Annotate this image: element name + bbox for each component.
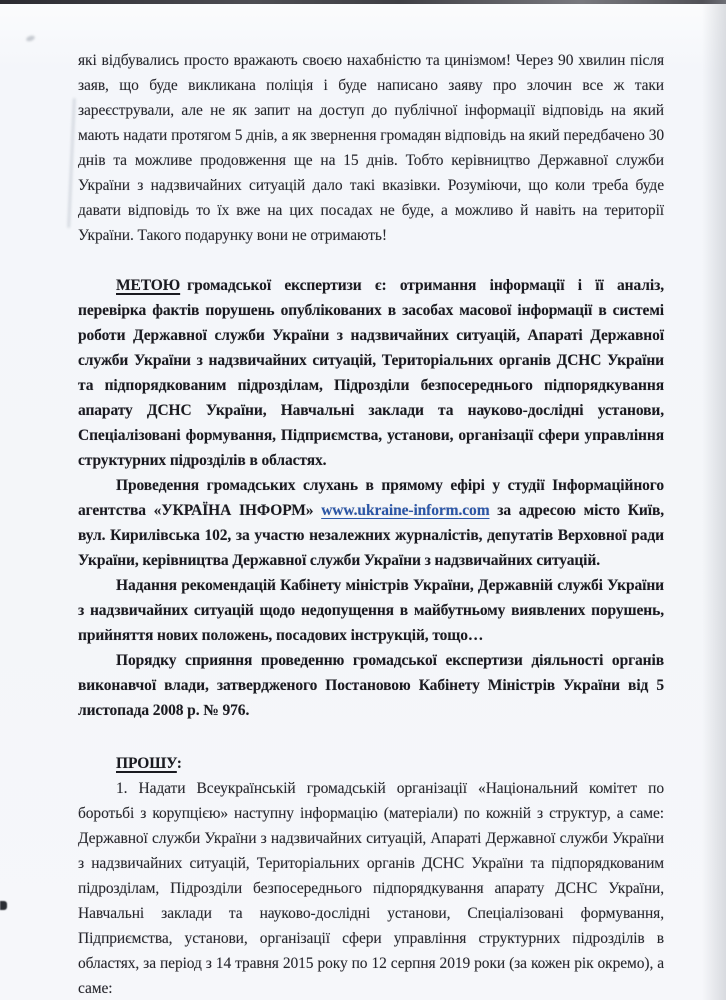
purpose-text: громадської експертизи є: отримання інформації і її аналіз, перевірка фактів порушень опублікованих в засобах масової інформації в системі роботи Державної служби України з надзвичайних ситуацій, Апараті Державної служби України з надзвичайних ситуацій, Територіальних органів ДСНС України та підпорядкованим підрозділам, Підрозділи безпосереднього підпорядкування апарату ДСНС України, Навчальні заклади та науково-дослідні установи, Спеціалізовані формування, Підприємства, установи, організації сфери управління структурних підрозділів в областях. [78,277,664,469]
request-heading-colon: : [176,755,182,772]
paragraph-intro-continuation: які відбувались просто вражають своєю нахабністю та цинізмом! Через 90 хвилин після заяв, що буде викликана поліція і буде написано заяву про злочин все ж таки зареєстрували, але не як запит на доступ до публічної інформації відповідь на який мають надати протягом 5 днів, а як звернення громадян відповідь на який передбачено 30 днів та можливе продовження ще на 15 днів. Тобто керівництво Державної служби України з надзвичайних ситуацій дало такі вказівки. Розуміючи, що коли треба буде давати відповідь то їх вже на цих посадах не буде, а можливо й навіть на території України. Такого подарунку вони не отримають! [78,52,664,244]
hearings-text-after-link: за адресою місто Київ, вул. Кирилівська 102, за участю незалежних журналістів, депутатів Верховної ради України, керівництва Державної служби України з надзвичайних ситуацій. [78,502,665,569]
document-body [78,48,664,1000]
paragraph-purpose [78,273,664,473]
paragraph-procedure: Порядку сприяння проведенню громадської експертизи діяльності органів виконавчої влади, затвердженого Постановою Кабінету Міністрів України від 5 листопада 2008 р. № 976. [78,652,664,719]
paragraph-recommendations: Надання рекомендацій Кабінету міністрів України, Державній службі України з надзвичайних ситуацій щодо недопущення в майбутньому виявлених порушень, прийняття нових положень, посадових інструкцій, тощо… [78,577,664,644]
scan-edge-right-artifact [702,0,726,1000]
scan-speck-artifact [0,901,7,910]
request-heading-underlined: ПРОШУ [116,755,177,772]
ukraine-inform-link[interactable]: www.ukraine-inform.com [321,502,490,519]
purpose-heading-underlined: МЕТОЮ [116,277,181,294]
scan-edge-top-artifact [0,0,726,4]
paragraph-hearings [78,473,664,573]
scan-squiggle-artifact [67,98,76,228]
request-heading-line [78,751,664,776]
scan-smudge-artifact [25,35,35,43]
hearings-text-before-link: Проведення громадських слухань в прямому ефірі у студії Інформаційного агентства «УКРАЇНА ІНФОРМ» [78,477,664,519]
paragraph-request-item-1: 1. Надати Всеукраїнській громадській організації «Національний комітет по боротьбі з корупцією» наступну інформацію (матеріали) по кожній з структур, а саме: Державної служби України з надзвичайних ситуацій, Апараті Державної служби України з надзвичайних ситуацій, Територіальних органів ДСНС України та підпорядкованим підрозділам, Підрозділи безпосереднього підпорядкування апарату ДСНС України, Навчальні заклади та науково-дослідні установи, Спеціалізовані формування, Підприємства, установи, організації сфери управління структурних підрозділів в областях, за період з 14 травня 2015 року по 12 серпня 2019 роки (за кожен рік окремо), а саме: [78,780,664,997]
